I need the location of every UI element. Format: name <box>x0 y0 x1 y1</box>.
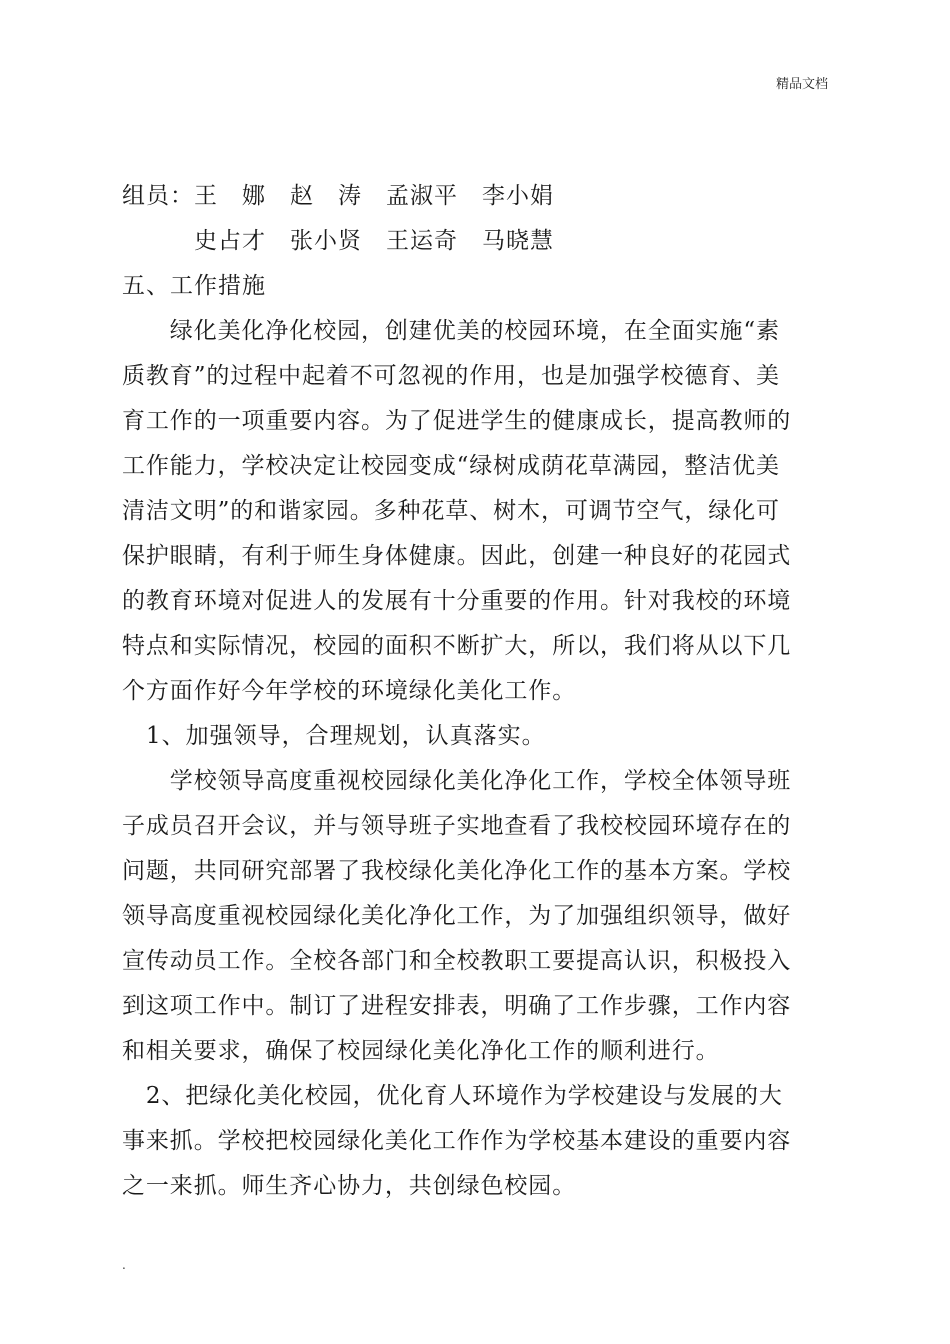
paragraph-2-line: 问题，共同研究部署了我校绿化美化净化工作的基本方案。学校 <box>122 858 792 884</box>
paragraph-2-line: 到这项工作中。制订了进程安排表，明确了工作步骤，工作内容 <box>122 993 792 1019</box>
members-line-1: 组员：王 娜 赵 涛 孟淑平 李小娟 <box>122 183 554 209</box>
header-label: 精品文档 <box>775 77 828 92</box>
paragraph-1-line: 工作能力，学校决定让校园变成“绿树成荫花草满园，整洁优美 <box>122 453 780 479</box>
item-1-title: 1、加强领导，合理规划，认真落实。 <box>122 723 546 749</box>
paragraph-1-line: 个方面作好今年学校的环境绿化美化工作。 <box>122 678 577 704</box>
paragraph-2-line: 宣传动员工作。全校各部门和全校教职工要提高认识，积极投入 <box>122 948 792 974</box>
paragraph-1-line: 清洁文明”的和谐家园。多种花草、树木，可调节空气，绿化可 <box>122 498 780 524</box>
paragraph-1-line: 质教育”的过程中起着不可忽视的作用，也是加强学校德育、美 <box>122 363 780 389</box>
paragraph-1-line: 绿化美化净化校园，创建优美的校园环境，在全面实施“素 <box>122 318 780 344</box>
paragraph-1-line: 保护眼睛，有利于师生身体健康。因此，创建一种良好的花园式 <box>122 543 792 569</box>
footer-mark: . <box>122 1258 126 1272</box>
paragraph-2-line: 和相关要求，确保了校园绿化美化净化工作的顺利进行。 <box>122 1038 720 1064</box>
paragraph-3-line: 事来抓。学校把校园绿化美化工作作为学校基本建设的重要内容 <box>122 1128 792 1154</box>
paragraph-3-line: 2、把绿化美化校园，优化育人环境作为学校建设与发展的大 <box>122 1083 783 1109</box>
paragraph-1-line: 的教育环境对促进人的发展有十分重要的作用。针对我校的环境 <box>122 588 792 614</box>
paragraph-3-line: 之一来抓。师生齐心协力，共创绿色校园。 <box>122 1173 577 1199</box>
paragraph-1-line: 特点和实际情况，校园的面积不断扩大，所以，我们将从以下几 <box>122 633 792 659</box>
paragraph-2-line: 领导高度重视校园绿化美化净化工作，为了加强组织领导，做好 <box>122 903 792 929</box>
section-title: 五、工作措施 <box>122 273 266 299</box>
paragraph-2-line: 子成员召开会议，并与领导班子实地查看了我校校园环境存在的 <box>122 813 792 839</box>
members-line-2: 史占才 张小贤 王运奇 马晓慧 <box>122 228 554 254</box>
paragraph-1-line: 育工作的一项重要内容。为了促进学生的健康成长，提高教师的 <box>122 408 792 434</box>
paragraph-2-line: 学校领导高度重视校园绿化美化净化工作，学校全体领导班 <box>122 768 792 794</box>
